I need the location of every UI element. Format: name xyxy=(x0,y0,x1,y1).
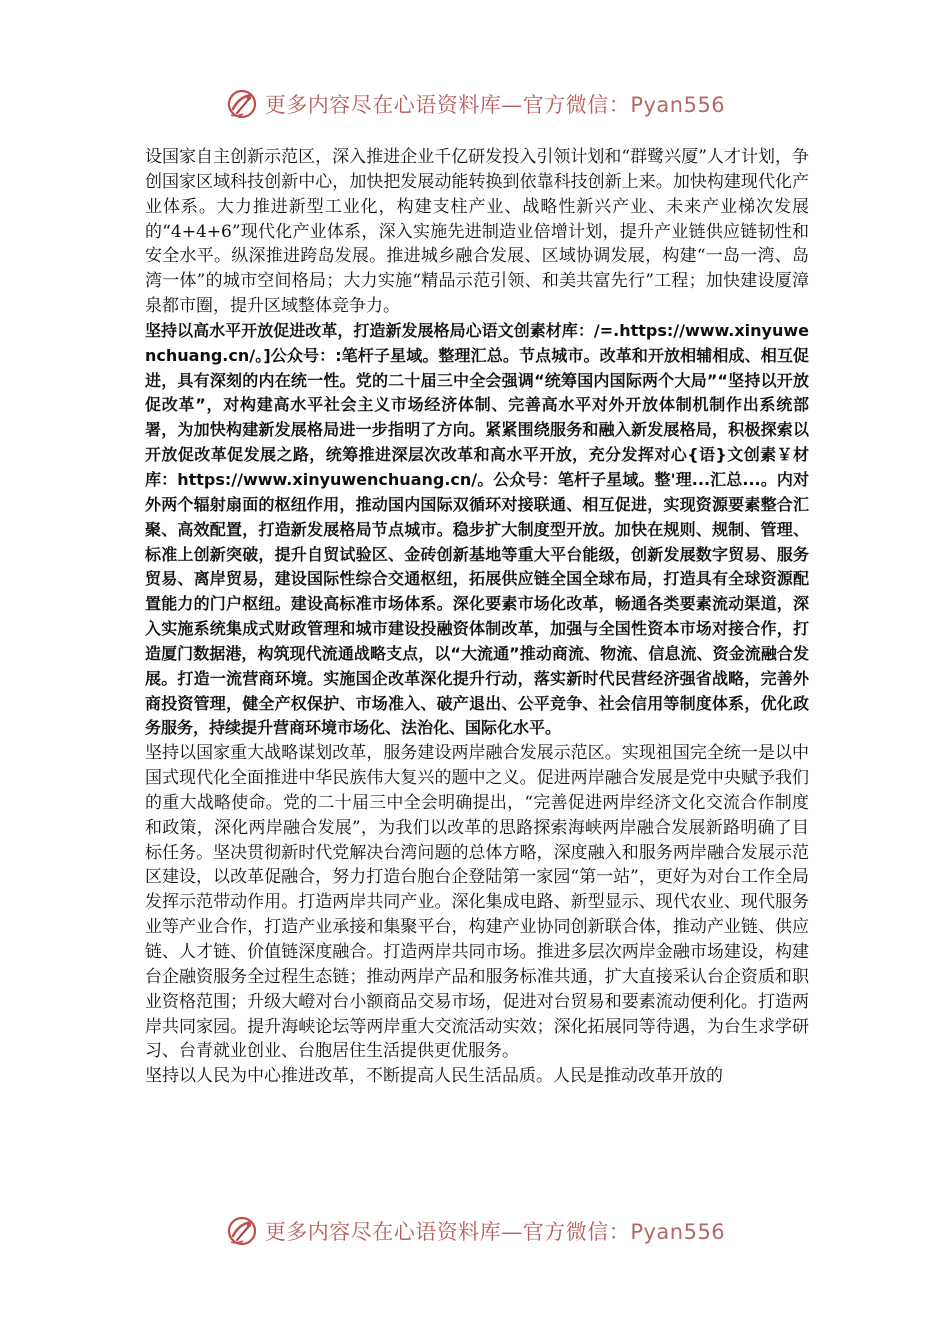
xinyu-logo-icon xyxy=(225,1214,259,1248)
header-watermark-banner xyxy=(0,84,950,124)
banner-wechat-id: Pyan556 xyxy=(630,1220,726,1244)
paragraph-4: 坚持以人民为中心推进改革，不断提高人民生活品质。人民是推动改革开放的 xyxy=(145,1066,723,1087)
banner-text xyxy=(265,89,725,119)
paragraph-2: 坚持以高水平开放促进改革，打造新发展格局心语文创素材库：/=.https://www.xinyuwenchuang.cn/。]公众号：:笔杆子星域。整理汇总。节点城市。改革和开放相辅相成、相互促进，具有深刻的内在统一性。党的二十届三中全会强调“统筹国内国际两个大局”“坚持以开放促改革”，对构建高水平社会主义市场经济体制、完善高水平对外开放体制机制作出系统部署，为加快构建新发展格局进一步指明了方向。紧紧围绕服务和融入新发展格局，积极探索以开放促改革促发展之路，统筹推进深层次改革和高水平开放，充分发挥对心{语}文创素￥材库：https://www.xinyuwenchuang.cn/。公众号：笔杆子星域。整'理...汇总...。内对外两个辐射扇面的枢纽作用，推动国内国际双循环对接联通、相互促进，实现资源要素整合汇聚、高效配置，打造新发展格局节点城市。稳步扩大制度型开放。加快在规则、规制、管理、标准上创新突破，提升自贸试验区、金砖创新基地等重大平台能级，创新发展数字贸易、服务贸易、离岸贸易，建设国际性综合交通枢纽，拓展供应链全国全球布局，打造具有全球资源配置能力的门户枢纽。建设高标准市场体系。深化要素市场化改革，畅通各类要素流动渠道，深入实施系统集成式财政管理和城市建设投融资体制改革，加强与全国性资本市场对接合作，打造厦门数据港，构筑现代流通战略支点，以“大流通”推动商流、物流、信息流、资金流融合发展。打造一流营商环境。实施国企改革深化提升行动，落实新时代民营经济强省战略，完善外商投资管理，健全产权保护、市场准入、破产退出、公平竞争、社会信用等制度体系，优化政务服务，持续提升营商环境市场化、法治化、国际化水平。 xyxy=(145,320,809,738)
banner-main-text: 更多内容尽在心语资料库—官方微信： xyxy=(264,1220,631,1244)
xinyu-logo-icon xyxy=(225,87,259,121)
banner-text xyxy=(265,1216,725,1246)
paragraph-1: 设国家自主创新示范区，深入推进企业千亿研发投入引领计划和“群鹭兴厦”人才计划，争创国家区域科技创新中心，加快把发展动能转换到依靠科技创新上来。加快构建现代化产业体系。大力推进新型工业化，构建支柱产业、战略性新兴产业、未来产业梯次发展的“4+4+6”现代化产业体系，深入实施先进制造业倍增计划，提升产业链供应链韧性和安全水平。纵深推进跨岛发展。推进城乡融合发展、区域协调发展，构建“一岛一湾、岛湾一体”的城市空间格局；大力实施“精品示范引领、和美共富先行”工程；加快建设厦漳泉都市圈，提升区域整体竞争力。 xyxy=(145,147,809,317)
paragraph-3: 坚持以国家重大战略谋划改革，服务建设两岸融合发展示范区。实现祖国完全统一是以中国式现代化全面推进中华民族伟大复兴的题中之义。促进两岸融合发展是党中央赋予我们的重大战略使命。党的二十届三中全会明确提出，“完善促进两岸经济文化交流合作制度和政策，深化两岸融合发展”，为我们以改革的思路探索海峡两岸融合发展新路明确了目标任务。坚决贯彻新时代党解决台湾问题的总体方略，深度融入和服务两岸融合发展示范区建设，以改革促融合，努力打造台胞台企登陆第一家园“第一站”，更好为对台工作全局发挥示范带动作用。打造两岸共同产业。深化集成电路、新型显示、现代农业、现代服务业等产业合作，打造产业承接和集聚平台，构建产业协同创新联合体，推动产业链、供应链、人才链、价值链深度融合。打造两岸共同市场。推进多层次两岸金融市场建设，构建台企融资服务全过程生态链；推动两岸产品和服务标准共通，扩大直接采认台企资质和职业资格范围；升级大嶝对台小额商品交易市场，促进对台贸易和要素流动便利化。打造两岸共同家园。提升海峡论坛等两岸重大交流活动实效；深化拓展同等待遇，为台生求学研习、台青就业创业、台胞居住生活提供更优服务。 xyxy=(145,743,809,1062)
banner-main-text: 更多内容尽在心语资料库—官方微信： xyxy=(264,93,631,117)
document-body xyxy=(145,145,809,1089)
footer-watermark-banner xyxy=(0,1211,950,1251)
banner-wechat-id: Pyan556 xyxy=(630,93,726,117)
